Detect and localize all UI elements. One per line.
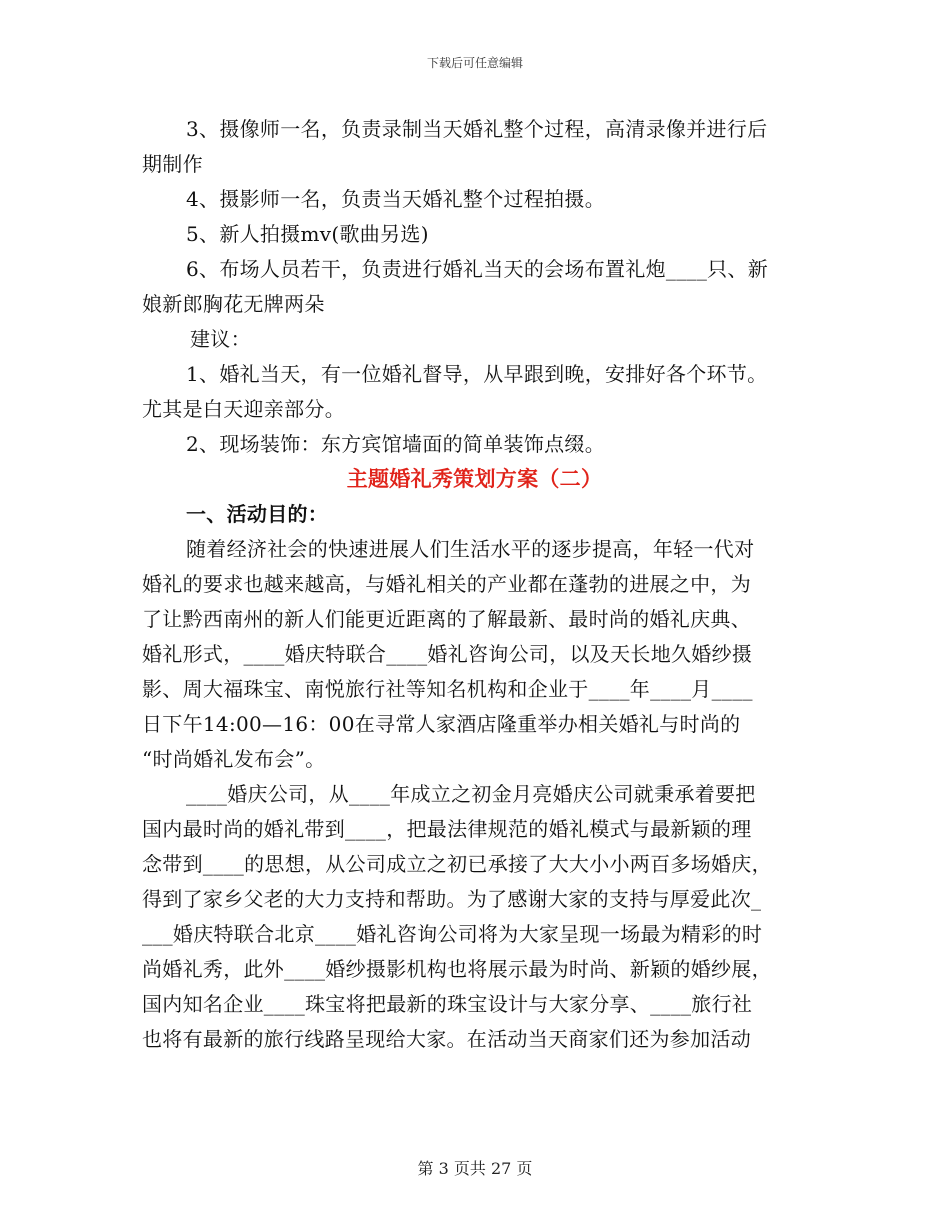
section-title: 主题婚礼秀策划方案（二）: [346, 467, 603, 491]
paragraph-line: 了让黔西南州的新人们能更近距离的了解最新、最时尚的婚礼庆典、: [142, 607, 751, 631]
text-line: 6、布场人员若干，负责进行婚礼当天的会场布置礼炮____只、新: [186, 257, 769, 281]
paragraph-line: ___婚庆特联合北京____婚礼咨询公司将为大家呈现一场最为精彩的时: [142, 922, 763, 946]
text-line: 2、现场装饰：东方宾馆墙面的简单装饰点缀。: [186, 432, 606, 456]
paragraph-line: ____婚庆公司，从____年成立之初金月亮婚庆公司就秉承着要把: [186, 782, 756, 806]
paragraph-line: 随着经济社会的快速进展人们生活水平的逐步提高，年轻一代对: [186, 537, 755, 561]
paragraph-line: 日下午14:00—16：00在寻常人家酒店隆重举办相关婚礼与时尚的: [142, 712, 741, 736]
paragraph-line: 尚婚礼秀，此外____婚纱摄影机构也将展示最为时尚、新颖的婚纱展，: [142, 957, 772, 981]
suggestion-label: 建议：: [190, 327, 251, 351]
text-line: 1、婚礼当天，有一位婚礼督导，从早跟到晚，安排好各个环节。: [186, 362, 768, 386]
paragraph-line: 影、周大福珠宝、南悦旅行社等知名机构和企业于____年____月____: [142, 677, 753, 701]
paragraph-line: 婚礼的要求也越来越高，与婚礼相关的产业都在蓬勃的进展之中，为: [142, 572, 751, 596]
text-line: 3、摄像师一名，负责录制当天婚礼整个过程，高清录像并进行后: [186, 117, 768, 141]
text-line: 4、摄影师一名，负责当天婚礼整个过程拍摄。: [186, 187, 606, 211]
paragraph-line: 婚礼形式，____婚庆特联合____婚礼咨询公司，以及天长地久婚纱摄: [142, 642, 753, 666]
page-header-note: 下载后可任意编辑: [426, 56, 523, 70]
text-line: 5、新人拍摄mv(歌曲另选): [186, 222, 429, 246]
paragraph-line: 也将有最新的旅行线路呈现给大家。在活动当天商家们还为参加活动: [142, 1027, 751, 1051]
paragraph-line: 念带到____的思想，从公司成立之初已承接了大大小小两百多场婚庆，: [142, 852, 772, 876]
paragraph-line: 国内知名企业____珠宝将把最新的珠宝设计与大家分享、____旅行社: [142, 992, 753, 1016]
text-line: 尤其是白天迎亲部分。: [142, 397, 345, 421]
text-line: 期制作: [142, 152, 203, 176]
paragraph-line: 得到了家乡父老的大力支持和帮助。为了感谢大家的支持与厚爱此次_: [142, 887, 762, 911]
section-heading: 一、活动目的：: [186, 502, 329, 526]
text-line: 娘新郎胸花无牌两朵: [142, 292, 325, 316]
paragraph-line: 国内最时尚的婚礼带到____，把最法律规范的婚礼模式与最新颖的理: [142, 817, 752, 841]
paragraph-line: “时尚婚礼发布会”。: [142, 747, 326, 771]
document-body: [142, 112, 807, 1057]
page-number-footer: 第 3 页共 27 页: [417, 1159, 533, 1178]
